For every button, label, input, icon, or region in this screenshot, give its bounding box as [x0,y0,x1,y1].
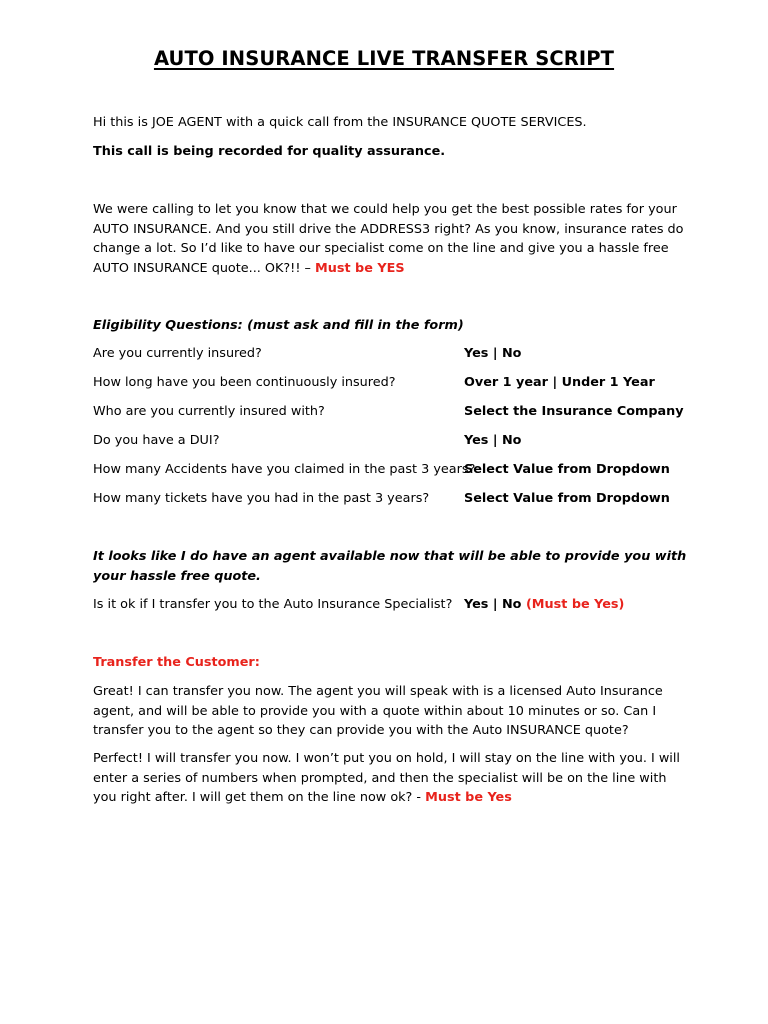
answer-options: Over 1 year | Under 1 Year [464,375,655,390]
greeting-paragraph: Hi this is JOE AGENT with a quick call from the INSURANCE QUOTE SERVICES. [93,115,587,130]
question-text: How many Accidents have you claimed in the past 3 years? [93,462,476,477]
question-row [93,431,688,451]
question-row [93,460,688,480]
recorded-notice: This call is being recorded for quality assurance. [93,144,446,159]
agent-available-paragraph: It looks like I do have an agent available now that will be able to provide you with your hassle free quote. [93,549,687,584]
question-row [93,344,688,364]
question-row [93,373,688,393]
perfect-paragraph [93,749,688,808]
answer-options: Yes | No [464,433,522,448]
answer-options: Select the Insurance Company [464,404,684,419]
perfect-must-note: Must be Yes [425,790,512,805]
question-text: Do you have a DUI? [93,433,220,448]
transfer-answer-options: Yes | No [464,597,522,612]
pitch-must-note: Must be YES [315,260,405,276]
answer-options: Select Value from Dropdown [464,462,670,477]
question-text: Are you currently insured? [93,346,262,361]
answer-options: Yes | No [464,346,522,361]
question-text: How many tickets have you had in the past 3 years? [93,491,430,506]
eligibility-heading: Eligibility Questions: (must ask and fill in the form) [93,318,464,333]
transfer-answer-group [464,595,624,615]
question-text: Who are you currently insured with? [93,404,325,419]
transfer-question-text: Is it ok if I transfer you to the Auto Insurance Specialist? [93,597,453,612]
transfer-question-row [93,595,688,615]
perfect-text: Perfect! I will transfer you now. I won’t put you on hold, I will stay on the line with you. I will enter a series of numbers when prompted, and then the specialist will be on the line with you right after. I will get them on the line now ok? - [93,751,680,805]
transfer-heading: Transfer the Customer: [93,655,260,670]
question-text: How long have you been continuously insured? [93,375,396,390]
great-paragraph: Great! I can transfer you now. The agent you will speak with is a licensed Auto Insurance agent, and will be able to provide you with a quote within about 10 minutes or so. Can I transfer you to the agent so they can provide you with the Auto INSURANCE quote? [93,684,663,738]
pitch-paragraph [93,200,688,278]
document-title: AUTO INSURANCE LIVE TRANSFER SCRIPT [153,47,615,70]
transfer-must-note: (Must be Yes) [525,597,625,612]
question-row [93,489,688,509]
answer-options: Select Value from Dropdown [464,491,670,506]
question-row [93,402,688,422]
pitch-text: We were calling to let you know that we could help you get the best possible rates for your AUTO INSURANCE. And you still drive the ADDRESS3 right? As you know, insurance rates do change a lot. So I’d like to have our specialist come on the line and give you a hassle free AUTO INSURANCE quote... OK?!! – [93,202,684,276]
